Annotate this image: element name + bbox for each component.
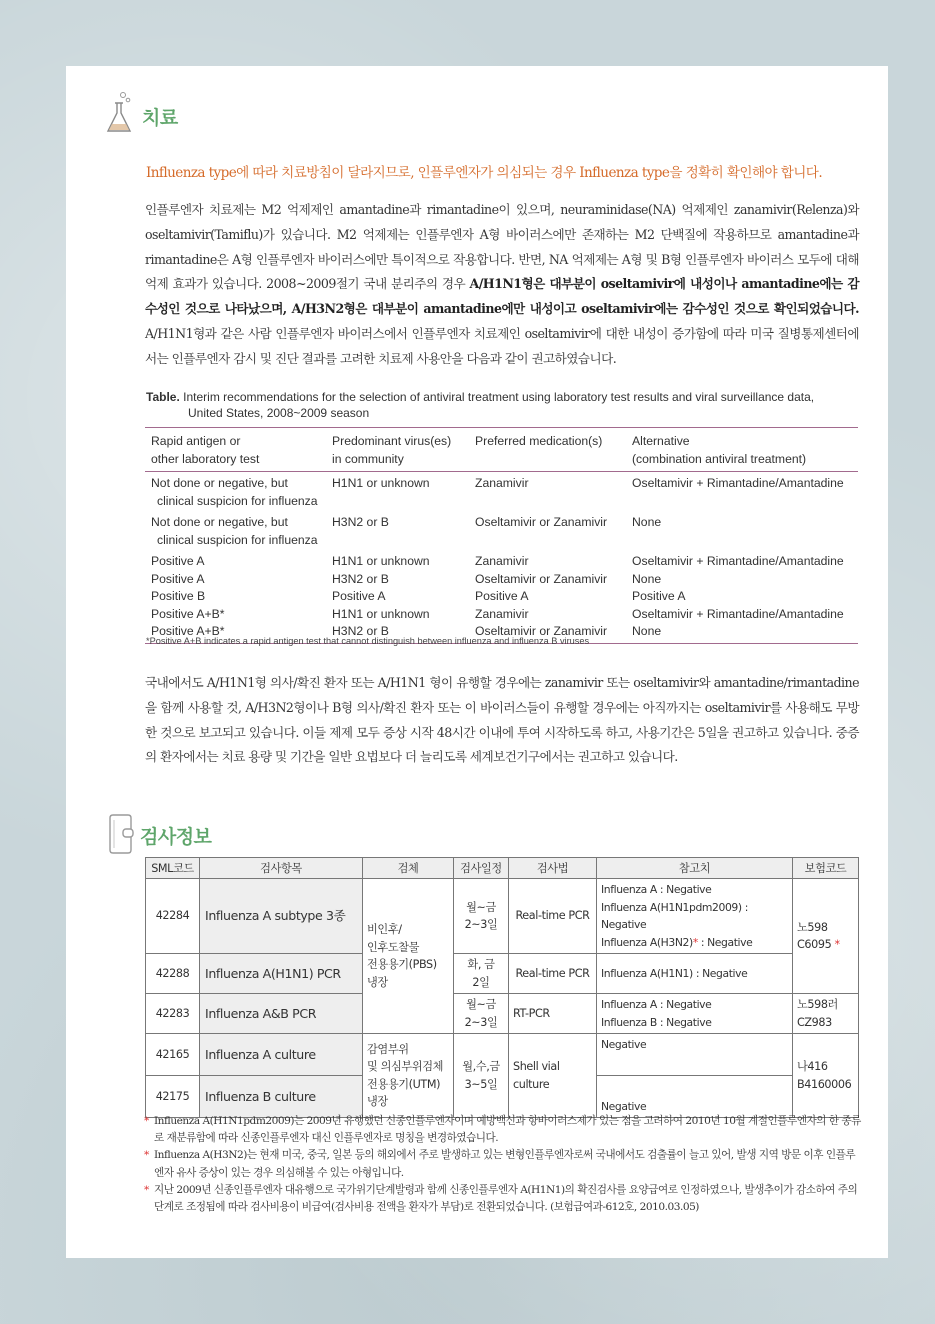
insurance-code-1: 노598 C6095 * <box>793 879 859 994</box>
header-insurance-code: 보험코드 <box>793 858 859 879</box>
test-row: 42284 Influenza A subtype 3종 비인후/ 인후도찰물 전용용기(PBS) 냉장 월~금 2~3일 Real-time PCR Influenza A : Negative Influenza A(H1N1pdm2009) : Negative Influenza A(H3N2)* : Negative 노598 C6095 * <box>146 879 859 954</box>
table-row: Positive A+B* H1N1 or unknown Zanamivir Oseltamivir + Rimantadine/Amantadine <box>151 606 844 621</box>
recommendation-table <box>145 427 858 644</box>
para1-text-b: A/H1N1형과 같은 사람 인플루엔자 바이러스에서 인플루엔자 치료제인 oseltamivir에 대한 내성이 증가함에 따라 미국 질병통제센터에서는 인플루엔자 감시 및 진단 결과를 고려한 치료제 사용안을 다음과 같이 권고하였습니다. <box>145 325 859 366</box>
treatment-paragraph-2: 국내에서도 A/H1N1형 의사/확진 환자 또는 A/H1N1 형이 유행할 경우에는 zanamivir 또는 oseltamivir와 amantadine/rimantadine을 함께 사용할 것, A/H3N2형이나 B형 의사/확진 환자 또는 이 바이러스들이 유행할 경우에는 아직까지는 oseltamivir를 사용해도 무방한 것으로 보고되고 있습니다. 이들 제제 모두 증상 시작 48시간 이내에 투여 시작하도록 하고, 사용기간은 5일을 권고하고 있습니다. 중증의 환자에서는 치료 용량 및 기간을 일반 요법보다 더 늘리도록 세계보건기구에서는 권고하고 있습니다. <box>145 675 859 765</box>
header-specimen: 검체 <box>363 858 454 879</box>
table-row: Not done or negative, but clinical suspicion for influenza H3N2 or B Oseltamivir or Zanamivir None <box>151 515 662 547</box>
test-row: 42175 Influenza B culture Negative <box>146 1076 859 1118</box>
para1-bold: A/H1N1형은 대부분이 oseltamivir에 내성이나 amantadine에는 감수성인 것으로 나타났으며, A/H3N2형은 대부분이 amantadine에만 내성이고 oseltamivir에는 감수성인 것으로 확인되었습니다. <box>145 276 859 317</box>
treatment-paragraph-1 <box>145 198 859 372</box>
table-row: Positive B Positive A Positive A Positive A <box>151 589 686 603</box>
table-row: Positive A H1N1 or unknown Zanamivir Oseltamivir + Rimantadine/Amantadine <box>151 554 844 568</box>
treatment-intro: Influenza type에 따라 치료방침이 달라지므로, 인플루엔자가 의심되는 경우 Influenza type을 정확히 확인해야 합니다. <box>146 165 823 181</box>
culture-method: Shell vial culture <box>509 1034 597 1118</box>
test-info-heading <box>106 814 211 854</box>
header-alternative: Alternative (combination antiviral treatment) <box>626 428 858 472</box>
footnote-item: * 지난 2009년 신종인플루엔자 대유행으로 국가위기단계발령과 함께 신종인플루엔자 A(H1N1)의 확진검사를 요양급여로 인정하였으나, 발생추이가 감소하여 주의단계로 조정됨에 따라 검사비용이 비급여(검사비용 전액을 환자가 부담)로 전환되었습니다. (보험급여과-612호, 2010.03.05) <box>144 1183 858 1214</box>
header-test-item: 검사항목 <box>200 858 363 879</box>
test-row: 42288 Influenza A(H1N1) PCR 화, 금 2일 Real-time PCR Influenza A(H1N1) : Negative <box>146 954 859 994</box>
treatment-heading <box>104 91 178 135</box>
treatment-title: 치료 <box>142 106 178 129</box>
flask-icon <box>104 91 136 135</box>
test-table-header <box>146 858 859 879</box>
clipboard-icon <box>106 814 134 854</box>
header-preferred: Preferred medication(s) <box>469 428 626 472</box>
table-caption-line1: Interim recommendations for the selection of antiviral treatment using laboratory test results and viral surveillance data, <box>183 390 815 404</box>
header-test: Rapid antigen or other laboratory test <box>145 428 326 472</box>
para1-text-a: 인플루엔자 치료제는 M2 억제제인 amantadine과 rimantadine이 있으며, neuraminidase(NA) 억제제인 zanamivir(Relenza)와 oseltamivir(Tamiflu)가 있습니다. M2 억제제는 인플루엔자 A형 바이러스에만 존재하는 M2 단백질에 작용하므로 amantadine과 rimantadine은 A형 인플루엔자 바이러스에만 특이적으로 작용합니다. 반면, NA 억제제는 A형 및 B형 인플루엔자 바이러스 모두에 대해 억제 효과가 있습니다. 2008~2009절기 국내 분리주의 경우 <box>145 202 859 292</box>
test-row: 42165 Influenza A culture 감염부위 및 의심부위검체 전용용기(UTM) 냉장 월,수,금 3~5일 Shell vial culture Negative 나416 B4160006 <box>146 1034 859 1076</box>
table-footnote: *Positive A+B indicates a rapid antigen test that cannot distinguish between influenza and influenza B viruses <box>146 636 590 646</box>
header-method: 검사법 <box>509 858 597 879</box>
culture-schedule: 월,수,금 3~5일 <box>454 1034 509 1118</box>
test-row: 42283 Influenza A&B PCR 월~금 2~3일 RT-PCR Influenza A : Negative Influenza B : Negative 노598러 CZ983 <box>146 994 859 1034</box>
header-virus: Predominant virus(es) in community <box>326 428 469 472</box>
footnotes <box>146 1113 862 1216</box>
test-info-table <box>145 857 859 1118</box>
table-row: Positive A H3N2 or B Oseltamivir or Zanamivir None <box>151 571 662 586</box>
header-schedule: 검사일정 <box>454 858 509 879</box>
table-row: Positive A+B* H3N2 or B Oseltamivir or Zanamivir None <box>145 623 858 643</box>
header-reference: 참고치 <box>597 858 793 879</box>
table-header-row <box>145 428 858 472</box>
table-caption-line2: United States, 2008~2009 season <box>188 406 370 420</box>
table-row: Not done or negative, but clinical suspicion for influenza H1N1 or unknown Zanamivir Oseltamivir + Rimantadine/Amantadine <box>151 476 844 508</box>
table-caption <box>146 389 866 421</box>
header-sml-code: SML코드 <box>146 858 200 879</box>
specimen-pcr: 비인후/ 인후도찰물 전용용기(PBS) 냉장 <box>363 879 454 1034</box>
table-caption-label: Table. <box>146 390 180 404</box>
document-page <box>66 66 888 1258</box>
footnote-item: * Influenza A(H1N1pdm2009)는 2009년 유행했던 신종인플루엔자이며 예방백신과 항바이러스제가 있는 점을 고려하여 2010년 10월 계절인플루엔자의 한 종류로 재분류함에 따라 신종인플루엔자 대신 인플루엔자로 명칭을 변경하였습니다. <box>144 1115 861 1145</box>
test-info-title: 검사정보 <box>140 825 212 848</box>
footnote-item: * Influenza A(H3N2)는 현재 미국, 중국, 일본 등의 해외에서 주로 발생하고 있는 변형인플루엔자로써 국내에서도 검출률이 늘고 있어, 발생 지역 방문 이후 인플루엔자 유사 증상이 있는 경우 의심해볼 수 있는 아형입니다. <box>144 1149 856 1179</box>
insurance-code-3: 나416 B4160006 <box>793 1034 859 1118</box>
specimen-culture: 감염부위 및 의심부위검체 전용용기(UTM) 냉장 <box>363 1034 454 1118</box>
